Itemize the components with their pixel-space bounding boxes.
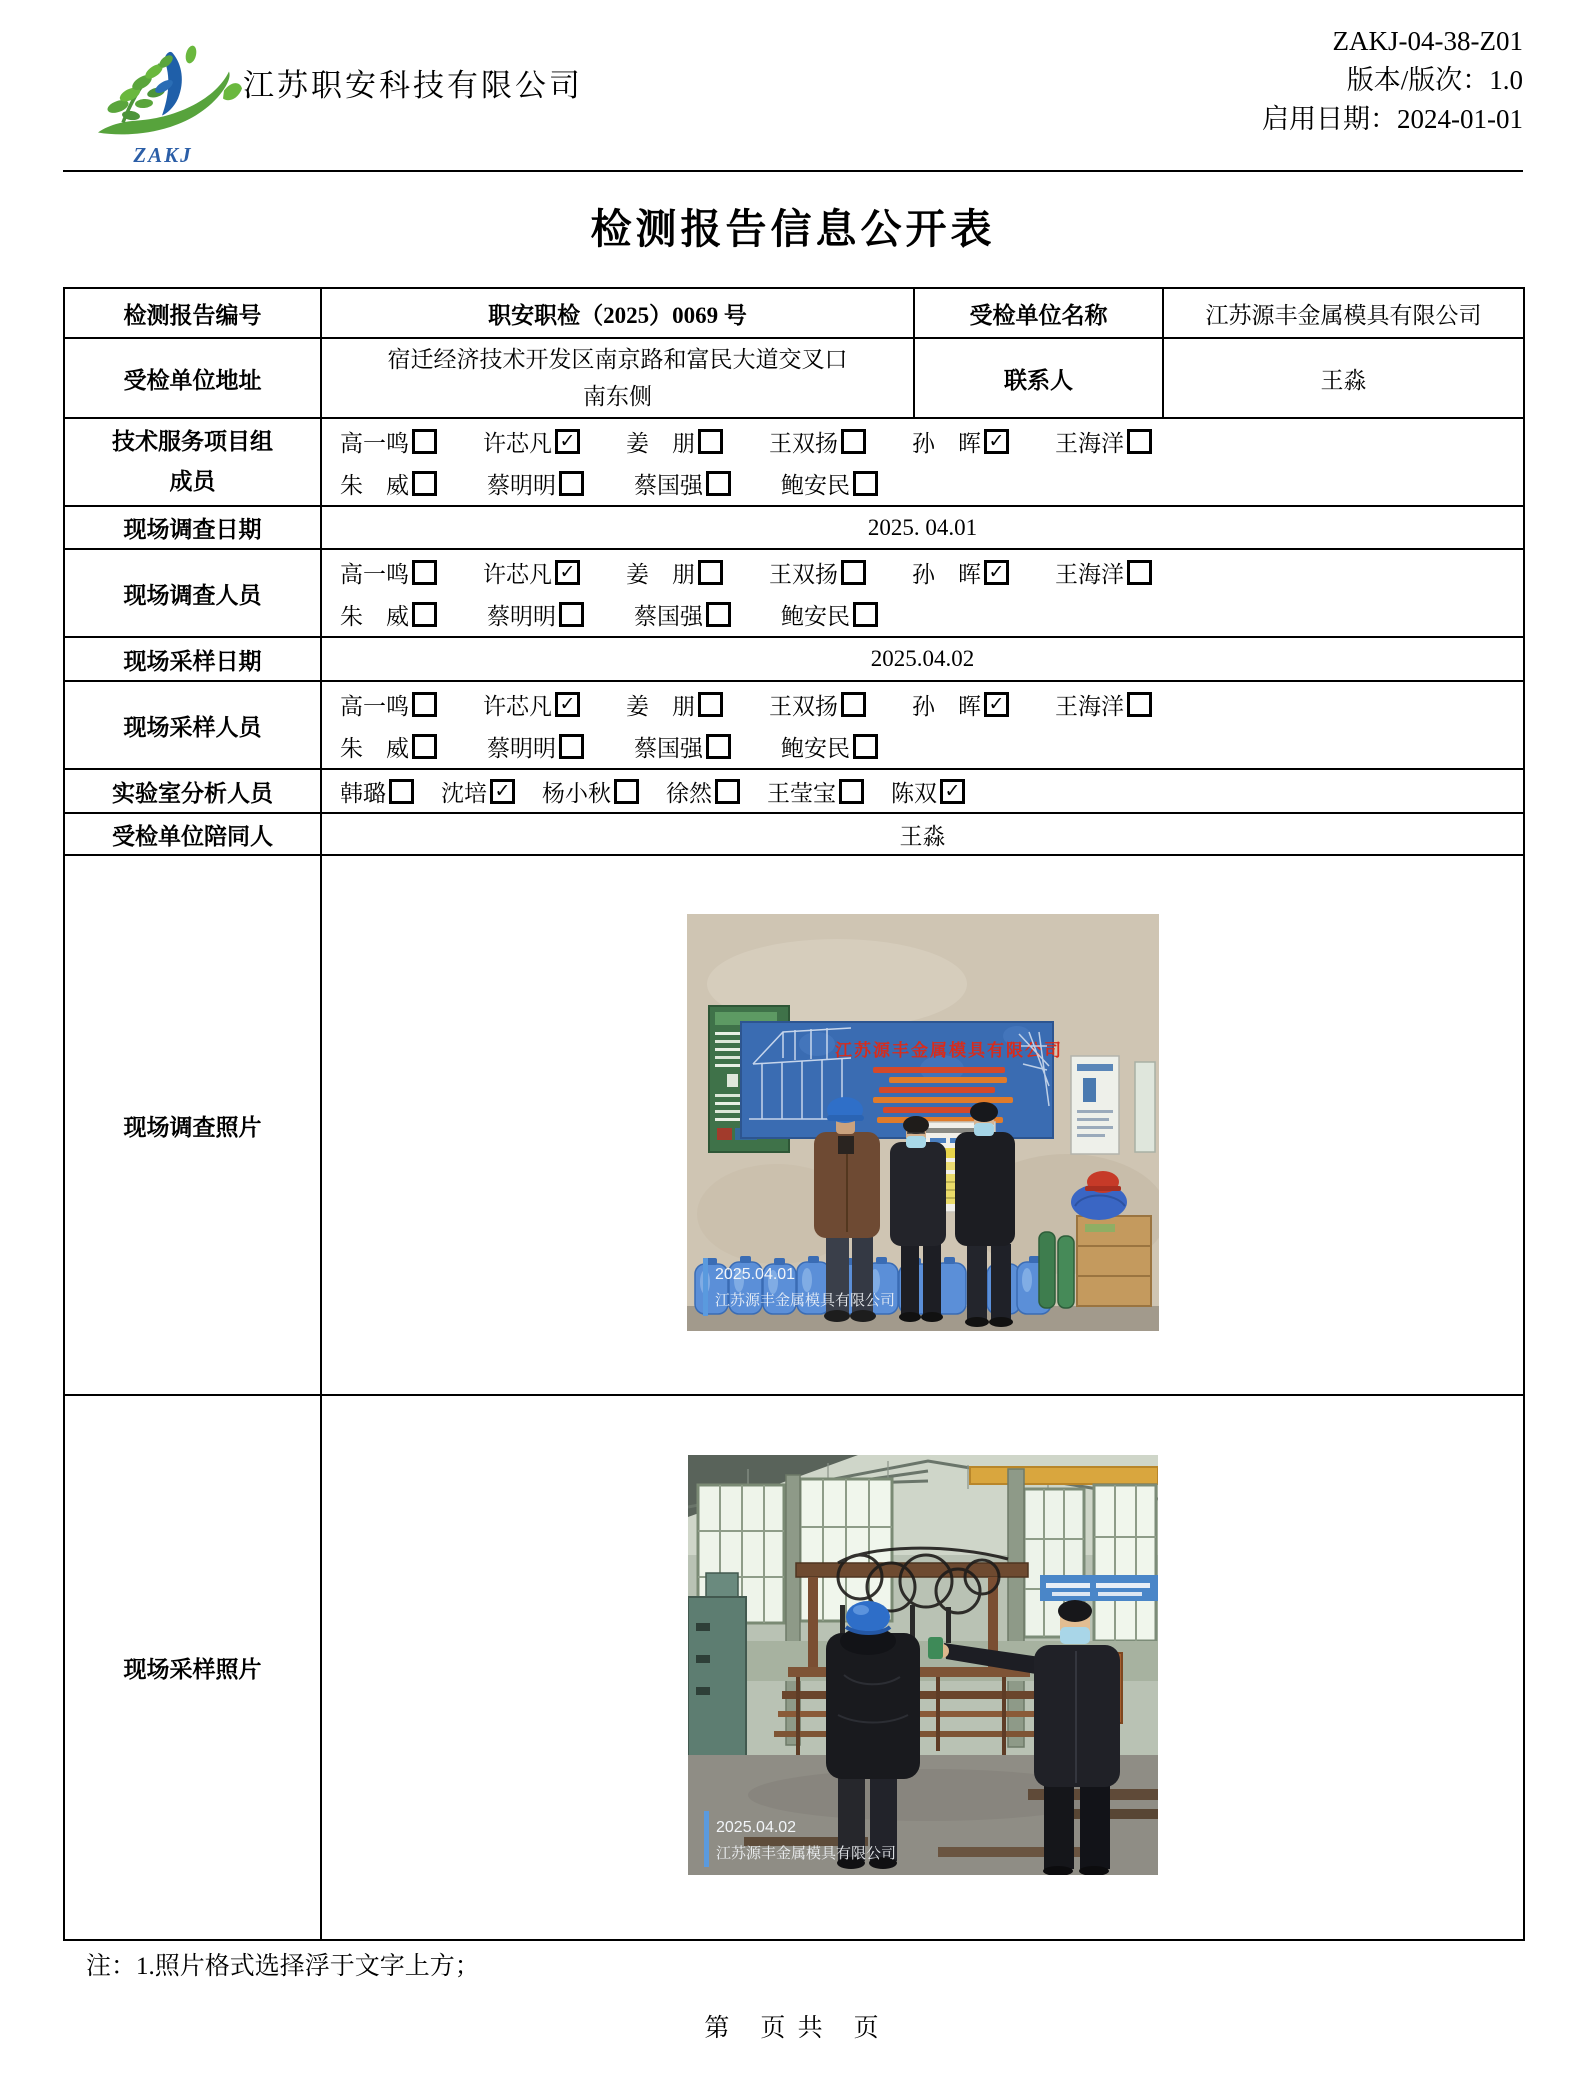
doc-code: ZAKJ-04-38-Z01 [1332,26,1523,56]
checkbox-unchecked-icon [559,734,584,759]
team-label-line2: 成员 [169,469,216,494]
sample-photo-label: 现场采样照片 [64,1395,321,1940]
staff-entry [340,425,437,458]
address-label: 受检单位地址 [64,338,321,418]
report-no-value: 职安职检（2025）0069 号 [321,288,914,338]
staff-name: 朱 威 [340,735,409,761]
crane-beam [970,1467,1158,1484]
sample-staff-label: 现场采样人员 [64,681,321,769]
survey-date-label: 现场调查日期 [64,506,321,549]
unit-name-value: 江苏源丰金属模具有限公司 [1163,288,1524,338]
staff-name: 许芯凡 [483,430,552,456]
team-checklist-line1 [322,420,1523,462]
staff-name: 王莹宝 [767,780,836,806]
checkbox-unchecked-icon [559,471,584,496]
row-team-members [64,418,1524,506]
checkbox-unchecked-icon [841,692,866,717]
staff-entry [666,775,740,808]
staff-entry [769,688,866,721]
staff-name: 陈双 [891,780,937,806]
staff-entry [340,730,437,763]
staff-name: 王海洋 [1055,693,1124,719]
staff-name: 蔡国强 [634,603,703,629]
checkbox-unchecked-icon [412,471,437,496]
staff-entry [634,730,731,763]
staff-entry [634,598,731,631]
lab-checklist-cell [321,769,1524,813]
staff-name: 王双扬 [769,430,838,456]
staff-entry [781,730,878,763]
checkbox-checked-icon: ✓ [555,429,580,454]
company-banner [741,1022,1063,1138]
survey-date-value: 2025. 04.01 [321,506,1524,549]
row-report-no [64,288,1524,338]
doc-enable-date: 启用日期：2024-01-01 [1262,104,1523,134]
address-line1: 宿迁经济技术开发区南京路和富民大道交叉口 [387,347,848,372]
sample-checklist-line2 [322,725,1523,767]
footnote: 注：1.照片格式选择浮于文字上方； [86,1953,480,1980]
staff-name: 鲍安民 [781,603,850,629]
team-label-line1: 技术服务项目组 [112,429,273,454]
slogan-banner [1040,1575,1158,1601]
checkbox-unchecked-icon [1127,560,1152,585]
row-survey-staff [64,549,1524,637]
survey-staff-label: 现场调查人员 [64,549,321,637]
staff-name: 姜 朋 [626,430,695,456]
document-meta [1262,22,1523,139]
checkbox-checked-icon: ✓ [555,692,580,717]
checkbox-unchecked-icon [412,602,437,627]
checkbox-unchecked-icon [389,779,414,804]
staff-name: 姜 朋 [626,561,695,587]
checkbox-unchecked-icon [698,692,723,717]
checkbox-unchecked-icon [412,429,437,454]
staff-name: 孙 晖 [912,561,981,587]
banner-title-text: 江苏源丰金属模具有限公司 [834,1040,1063,1060]
checkbox-unchecked-icon [853,602,878,627]
staff-entry [441,775,515,808]
staff-entry [912,556,1009,589]
doc-version: 版本/版次：1.0 [1346,65,1523,95]
staff-name: 韩璐 [340,780,386,806]
survey-photo [687,914,1159,1331]
checkbox-unchecked-icon [1127,692,1152,717]
cardboard-boxes [1077,1216,1151,1306]
staff-entry [781,467,878,500]
address-line2: 南东侧 [583,384,652,409]
sample-checklist-cell [321,681,1524,769]
staff-name: 孙 晖 [912,430,981,456]
watermark-company: 江苏源丰金属模具有限公司 [715,1844,896,1862]
sample-checklist-line1 [322,683,1523,725]
survey-checklist-line1 [322,551,1523,593]
staff-entry [1055,688,1152,721]
checkbox-unchecked-icon [412,560,437,585]
page-footer: 第 页 共 页 [704,2015,882,2042]
row-accompany [64,813,1524,855]
lab-checklist-line [322,770,1523,812]
staff-name: 许芯凡 [483,561,552,587]
right-poster [1071,1056,1119,1154]
checkbox-checked-icon: ✓ [984,560,1009,585]
staff-name: 杨小秋 [542,780,611,806]
checkbox-unchecked-icon [841,560,866,585]
company-name: 江苏职安科技有限公司 [243,68,583,103]
checkbox-checked-icon: ✓ [984,429,1009,454]
staff-name: 朱 威 [340,472,409,498]
staff-entry [781,598,878,631]
report-no-label: 检测报告编号 [64,288,321,338]
sample-photo [688,1455,1158,1875]
staff-name: 高一鸣 [340,430,409,456]
staff-name: 蔡明明 [487,735,556,761]
staff-entry [340,467,437,500]
staff-entry [340,556,437,589]
checkbox-unchecked-icon [698,560,723,585]
lab-staff-label: 实验室分析人员 [64,769,321,813]
accompany-label: 受检单位陪同人 [64,813,321,855]
survey-photo-label: 现场调查照片 [64,855,321,1395]
row-sample-photo [64,1395,1524,1940]
staff-entry [487,598,584,631]
survey-checklist-cell [321,549,1524,637]
staff-entry [542,775,639,808]
staff-name: 徐然 [666,780,712,806]
staff-entry [483,556,580,589]
staff-name: 高一鸣 [340,693,409,719]
checkbox-unchecked-icon [559,602,584,627]
company-logo [78,36,248,142]
checkbox-unchecked-icon [715,779,740,804]
staff-entry [891,775,965,808]
staff-entry [626,688,723,721]
checkbox-unchecked-icon [706,471,731,496]
staff-name: 朱 威 [340,603,409,629]
checkbox-checked-icon: ✓ [490,779,515,804]
staff-name: 王双扬 [769,693,838,719]
checkbox-unchecked-icon [853,734,878,759]
watermark-date: 2025.04.02 [715,1818,796,1836]
staff-name: 许芯凡 [483,693,552,719]
accompany-value: 王淼 [321,813,1524,855]
staff-entry [487,730,584,763]
contact-label: 联系人 [914,338,1163,418]
checkbox-unchecked-icon [841,429,866,454]
staff-entry [634,467,731,500]
row-address [64,338,1524,418]
watermark-date: 2025.04.01 [714,1265,795,1283]
row-sample-staff [64,681,1524,769]
staff-entry [340,598,437,631]
logo-wordmark: ZAKJ [133,143,193,167]
staff-entry [483,425,580,458]
checkbox-checked-icon: ✓ [940,779,965,804]
contact-value: 王淼 [1163,338,1524,418]
row-survey-photo [64,855,1524,1395]
far-right-poster [1135,1062,1155,1152]
staff-name: 蔡国强 [634,472,703,498]
staff-name: 蔡明明 [487,472,556,498]
staff-name: 高一鸣 [340,561,409,587]
checkbox-unchecked-icon [706,734,731,759]
survey-checklist-line2 [322,593,1523,635]
row-lab-staff [64,769,1524,813]
staff-name: 王海洋 [1055,561,1124,587]
checkbox-unchecked-icon [412,692,437,717]
sample-date-value: 2025.04.02 [321,637,1524,681]
checkbox-checked-icon: ✓ [555,560,580,585]
staff-entry [483,688,580,721]
header-divider [63,170,1523,172]
staff-name: 王海洋 [1055,430,1124,456]
staff-name: 鲍安民 [781,472,850,498]
staff-name: 姜 朋 [626,693,695,719]
address-value [321,338,914,418]
staff-entry [912,688,1009,721]
page-title: 检测报告信息公开表 [590,206,996,252]
staff-name: 蔡明明 [487,603,556,629]
staff-entry [340,688,437,721]
row-survey-date [64,506,1524,549]
staff-entry [769,425,866,458]
staff-entry [487,467,584,500]
staff-name: 王双扬 [769,561,838,587]
report-info-table [63,287,1525,1941]
checkbox-unchecked-icon [412,734,437,759]
checkbox-checked-icon: ✓ [984,692,1009,717]
survey-photo-cell [321,855,1524,1395]
team-checklist-cell [321,418,1524,506]
checkbox-unchecked-icon [1127,429,1152,454]
team-checklist-line2 [322,462,1523,504]
staff-entry [626,556,723,589]
checkbox-unchecked-icon [614,779,639,804]
watermark-company: 江苏源丰金属模具有限公司 [714,1291,895,1309]
unit-name-label: 受检单位名称 [914,288,1163,338]
sample-date-label: 现场采样日期 [64,637,321,681]
checkbox-unchecked-icon [853,471,878,496]
staff-name: 蔡国强 [634,735,703,761]
checkbox-unchecked-icon [839,779,864,804]
staff-entry [769,556,866,589]
checkbox-unchecked-icon [706,602,731,627]
staff-entry [767,775,864,808]
staff-entry [912,425,1009,458]
staff-entry [340,775,414,808]
staff-entry [626,425,723,458]
team-label [64,418,321,506]
staff-name: 孙 晖 [912,693,981,719]
staff-entry [1055,425,1152,458]
staff-name: 沈培 [441,780,487,806]
staff-entry [1055,556,1152,589]
sample-photo-cell [321,1395,1524,1940]
staff-name: 鲍安民 [781,735,850,761]
checkbox-unchecked-icon [698,429,723,454]
row-sample-date [64,637,1524,681]
